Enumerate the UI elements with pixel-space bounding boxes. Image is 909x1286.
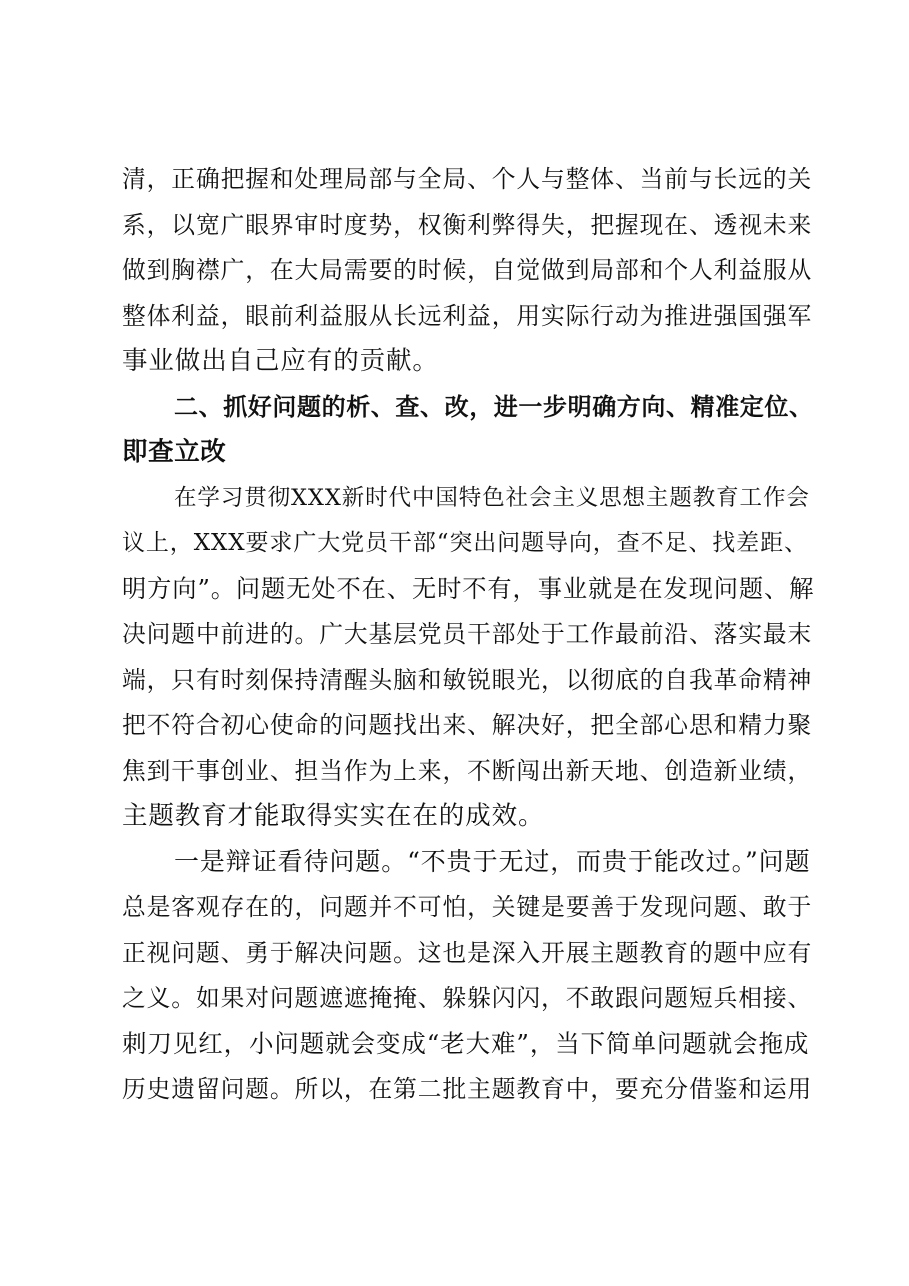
paragraph-start: 一是辩证看待问题。“不贵于无过，而贵于能改过。”问题 bbox=[174, 846, 811, 876]
text-line: 之义。如果对问题遮遮掩掩、躲躲闪闪，不敢跟问题短兵相接、 bbox=[122, 984, 813, 1012]
text-line: 整体利益，眼前利益服从长远利益，用实际行动为推进强国强军 bbox=[122, 301, 813, 330]
text-line: 清，正确把握和处理局部与全局、个人与整体、当前与长远的关 bbox=[122, 165, 813, 193]
text-line: 明方向”。问题无处不在、无时不有，事业就是在发现问题、解 bbox=[122, 573, 815, 603]
text-line: 把不符合初心使命的问题找出来、解决好，把全部心思和精力聚 bbox=[122, 711, 813, 739]
section-heading-continued: 即查立改 bbox=[122, 437, 227, 467]
text-line: 端，只有时刻保持清醒头脑和敏锐眼光，以彻底的自我革命精神 bbox=[122, 665, 813, 694]
text-line: 事业做出自己应有的贡献。 bbox=[122, 346, 439, 376]
text-line: 做到胸襟广，在大局需要的时候，自觉做到局部和个人利益服从 bbox=[122, 256, 813, 284]
text-line: 焦到干事创业、担当作为上来，不断闯出新天地、创造新业绩， bbox=[122, 756, 813, 785]
section-heading: 二、抓好问题的析、查、改，进一步明确方向、精准定位、 bbox=[174, 392, 814, 421]
text-line: 议上，XXX要求广大党员干部“突出问题导向，查不足、找差距、 bbox=[122, 530, 808, 556]
text-line: 系，以宽广眼界审时度势，权衡利弊得失，把握现在、透视未来 bbox=[122, 210, 813, 239]
paragraph-start: 在学习贯彻XXX新时代中国特色社会主义思想主题教育工作会 bbox=[174, 484, 810, 511]
text-line: 正视问题、勇于解决问题。这也是深入开展主题教育的题中应有 bbox=[122, 938, 813, 967]
text-line: 决问题中前进的。广大基层党员干部处于工作最前沿、落实最末 bbox=[122, 620, 813, 648]
text-line: 刺刀见红，小问题就会变成“老大难”，当下简单问题就会拖成 bbox=[122, 1028, 810, 1058]
text-line: 总是客观存在的，问题并不可怕，关键是要善于发现问题、敢于 bbox=[122, 893, 813, 921]
text-line: 历史遗留问题。所以，在第二批主题教育中，要充分借鉴和运用 bbox=[122, 1075, 813, 1103]
text-line: 主题教育才能取得实实在在的成效。 bbox=[122, 801, 545, 831]
